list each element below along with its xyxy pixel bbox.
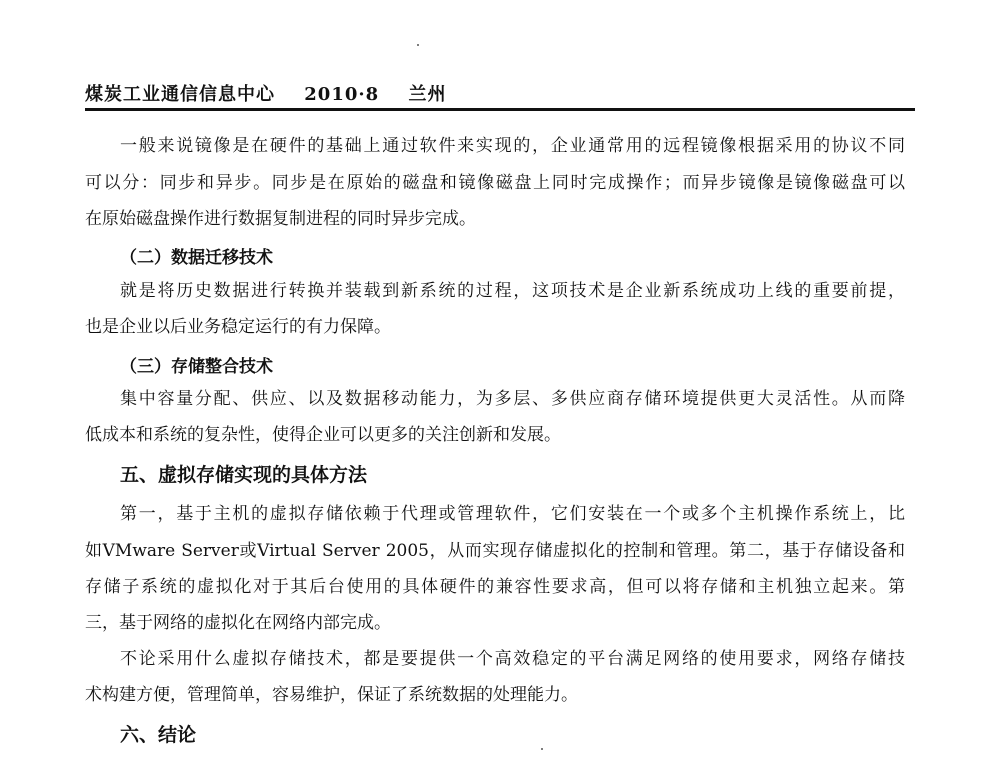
paragraph-line: 如VMware Server或Virtual Server 2005，从而实现存储虚拟化的控制和管理。第二，基于存储设备和 bbox=[85, 541, 905, 561]
paragraph-line: 可以分：同步和异步。同步是在原始的磁盘和镜像磁盘上同时完成操作；而异步镜像是镜像磁盘可以 bbox=[85, 173, 905, 193]
header-journal: 煤炭工业通信信息中心 bbox=[85, 84, 275, 105]
paragraph-line: 术构建方便，管理简单，容易维护，保证了系统数据的处理能力。 bbox=[85, 685, 578, 705]
section-heading-6: 六、结论 bbox=[120, 724, 197, 746]
header-rule bbox=[85, 108, 915, 111]
running-header bbox=[85, 80, 468, 106]
scan-speck bbox=[541, 748, 543, 750]
subheading-data-migration: （二）数据迁移技术 bbox=[120, 248, 273, 268]
paragraph-line: 一般来说镜像是在硬件的基础上通过软件来实现的，企业通常用的远程镜像根据采用的协议不同 bbox=[120, 136, 905, 156]
paragraph-line: 在原始磁盘操作进行数据复制进程的同时异步完成。 bbox=[85, 209, 476, 229]
paragraph-line: 集中容量分配、供应、以及数据移动能力，为多层、多供应商存储环境提供更大灵活性。从而降 bbox=[120, 389, 905, 409]
paragraph-line: 就是将历史数据进行转换并装载到新系统的过程，这项技术是企业新系统成功上线的重要前提， bbox=[120, 281, 905, 301]
scan-speck bbox=[417, 44, 419, 46]
paragraph-line: 也是企业以后业务稳定运行的有力保障。 bbox=[85, 317, 391, 337]
paragraph-line: 低成本和系统的复杂性，使得企业可以更多的关注创新和发展。 bbox=[85, 425, 561, 445]
paragraph-line: 存储子系统的虚拟化对于其后台使用的具体硬件的兼容性要求高，但可以将存储和主机独立起来。第 bbox=[85, 577, 905, 597]
paragraph-line: 第一，基于主机的虚拟存储依赖于代理或管理软件，它们安装在一个或多个主机操作系统上，比 bbox=[120, 504, 905, 524]
header-date: 2010·8 bbox=[304, 84, 380, 105]
paragraph-line: 不论采用什么虚拟存储技术，都是要提供一个高效稳定的平台满足网络的使用要求，网络存储技 bbox=[120, 649, 905, 669]
section-heading-5: 五、虚拟存储实现的具体方法 bbox=[120, 464, 368, 486]
paragraph-line: 三，基于网络的虚拟化在网络内部完成。 bbox=[85, 613, 391, 633]
subheading-storage-integration: （三）存储整合技术 bbox=[120, 357, 273, 377]
header-place: 兰州 bbox=[408, 84, 447, 105]
